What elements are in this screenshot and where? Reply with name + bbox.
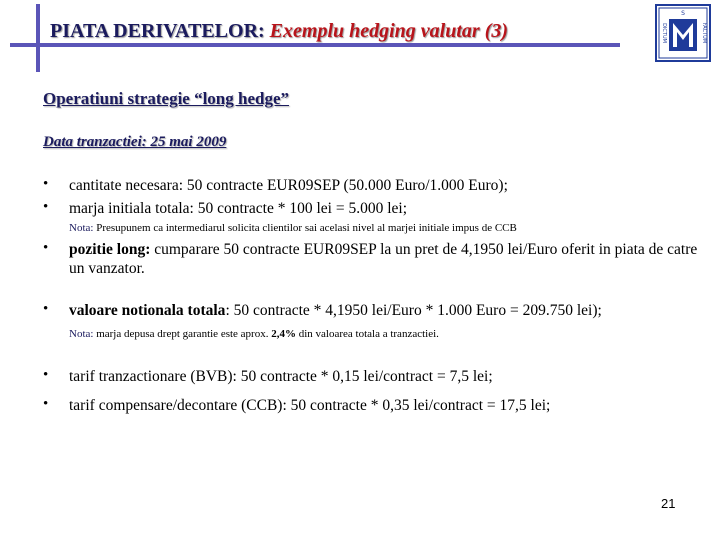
list-item <box>69 301 709 320</box>
note-text: Presupunem ca intermediarul solicita clientilor sai acelasi nivel al marjei initiale impus de CCB <box>93 222 517 234</box>
note-line <box>69 328 439 340</box>
logo-left-text: DICTUM <box>661 23 667 43</box>
item-text: cumparare 50 contracte EUR09SEP la un pret de 4,1950 lei/Euro oferit in piata de catre un vanzator. <box>69 241 698 277</box>
bullet-marker: • <box>43 301 49 317</box>
bullet-marker: • <box>43 367 49 383</box>
institution-logo <box>655 4 711 62</box>
item-label: marja initiala totala <box>69 200 190 217</box>
list-item <box>69 240 709 278</box>
bullet-marker: • <box>43 199 49 215</box>
item-label: cantitate necesara <box>69 177 179 194</box>
list-item <box>69 199 709 218</box>
transaction-date: Data tranzactiei: 25 mai 2009 <box>43 134 227 150</box>
item-text: : 50 contracte EUR09SEP (50.000 Euro/1.000 Euro); <box>178 177 508 194</box>
item-label: valoare notionala totala <box>69 302 226 319</box>
slide-title-main: PIATA DERIVATELOR: <box>50 20 265 42</box>
note-text: marja depusa drept garantie este aprox. <box>93 328 272 340</box>
note-percentage: 2,4% <box>271 328 296 340</box>
item-label: pozitie long: <box>69 241 151 258</box>
list-item <box>69 396 709 415</box>
title-horizontal-bar <box>10 43 620 47</box>
item-text: : 50 contracte * 0,35 lei/contract = 17,5 lei; <box>282 397 551 414</box>
item-label: tarif compensare/decontare (CCB) <box>69 397 283 414</box>
page-number: 21 <box>661 496 676 511</box>
title-vertical-bar <box>36 4 40 72</box>
note-label: Nota: <box>69 222 94 234</box>
logo-right-text: FACTUM <box>701 22 707 44</box>
logo-top-text: S <box>681 10 685 17</box>
item-text: : 50 contracte * 4,1950 lei/Euro * 1.000 Euro = 209.750 lei); <box>225 302 602 319</box>
bullet-marker: • <box>43 176 49 192</box>
list-item <box>69 176 709 195</box>
bullet-marker: • <box>43 240 49 256</box>
note-text-end: din valoarea totala a tranzactiei. <box>295 328 439 340</box>
slide-title-sub: Exemplu hedging valutar (3) <box>269 20 509 42</box>
note-label: Nota: <box>69 328 94 340</box>
section-heading: Operatiuni strategie “long hedge” <box>43 89 290 108</box>
bullet-marker: • <box>43 396 49 412</box>
note-line <box>69 222 517 234</box>
item-text: : 50 contracte * 0,15 lei/contract = 7,5 lei; <box>232 368 493 385</box>
item-text: : 50 contracte * 100 lei = 5.000 lei; <box>189 200 408 217</box>
list-item <box>69 367 709 386</box>
item-label: tarif tranzactionare (BVB) <box>69 368 233 385</box>
slide-title <box>50 20 508 43</box>
